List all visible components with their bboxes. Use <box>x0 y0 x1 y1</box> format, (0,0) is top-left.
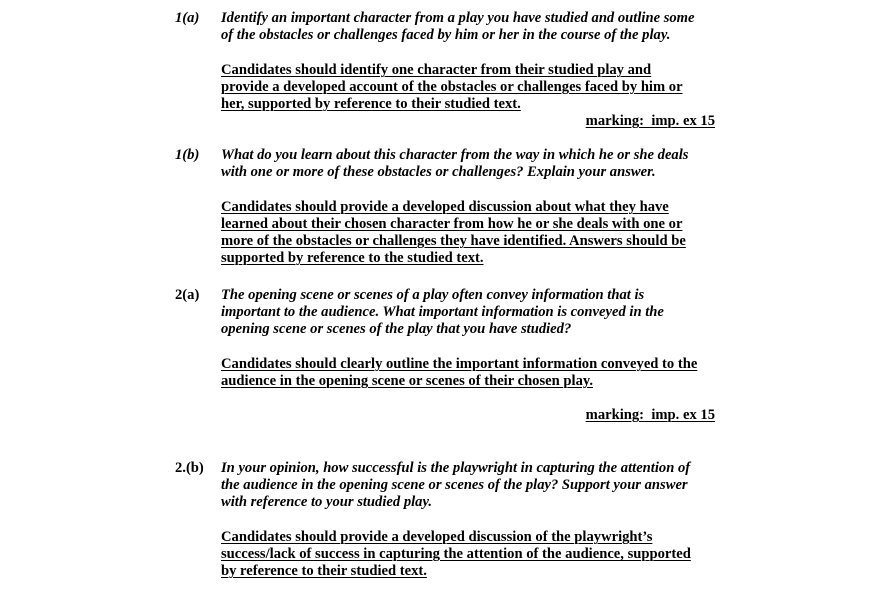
marking-guidance-1b <box>221 199 686 267</box>
question-number-1a: 1(a) <box>175 10 200 26</box>
question-line: What do you learn about this character from the way in which he or she deals <box>221 147 689 163</box>
question-line: Identify an important character from a play you have studied and outline some <box>221 10 695 26</box>
guidance-line: by reference to their studied text. <box>221 563 427 579</box>
marking-guidance-1a <box>221 62 683 113</box>
question-line: opening scene or scenes of the play that you have studied? <box>221 321 572 337</box>
guidance-line: Candidates should identify one character from their studied play and <box>221 62 652 78</box>
marking-guidance-2b <box>221 529 691 580</box>
marking-scheme-1a: marking: imp. ex 15 <box>585 113 715 129</box>
question-line: In your opinion, how successful is the playwright in capturing the attention of <box>221 460 691 476</box>
question-line: with reference to your studied play. <box>221 494 433 510</box>
marking-scheme-2a: marking: imp. ex 15 <box>585 407 715 423</box>
guidance-line: Candidates should provide a developed discussion of the playwright’s <box>221 529 653 545</box>
question-line: of the obstacles or challenges faced by him or her in the course of the play. <box>221 27 671 43</box>
question-number-2a: 2(a) <box>175 287 200 303</box>
question-line: important to the audience. What important information is conveyed in the <box>221 304 664 320</box>
question-line: the audience in the opening scene or scenes of the play? Support your answer <box>221 477 688 493</box>
guidance-line: provide a developed account of the obstacles or challenges faced by him or <box>221 79 683 95</box>
guidance-line: Candidates should provide a developed discussion about what they have <box>221 199 669 215</box>
question-text-2b <box>221 460 690 511</box>
guidance-line: her, supported by reference to their studied text. <box>221 96 521 112</box>
marking-guidance-2a <box>221 356 697 390</box>
guidance-line: more of the obstacles or challenges they have identified. Answers should be <box>221 233 686 249</box>
question-text-1a <box>221 10 695 44</box>
question-line: with one or more of these obstacles or challenges? Explain your answer. <box>221 164 656 180</box>
question-text-1b <box>221 147 688 181</box>
question-line: The opening scene or scenes of a play often convey information that is <box>221 287 645 303</box>
guidance-line: learned about their chosen character from how he or she deals with one or <box>221 216 683 232</box>
guidance-line: success/lack of success in capturing the attention of the audience, supported <box>221 546 691 562</box>
guidance-line: audience in the opening scene or scenes of their chosen play. <box>221 373 594 389</box>
guidance-line: Candidates should clearly outline the important information conveyed to the <box>221 356 698 372</box>
question-text-2a <box>221 287 664 338</box>
question-number-2b: 2.(b) <box>175 460 204 476</box>
question-number-1b: 1(b) <box>175 147 200 163</box>
guidance-line: supported by reference to the studied text. <box>221 250 484 266</box>
